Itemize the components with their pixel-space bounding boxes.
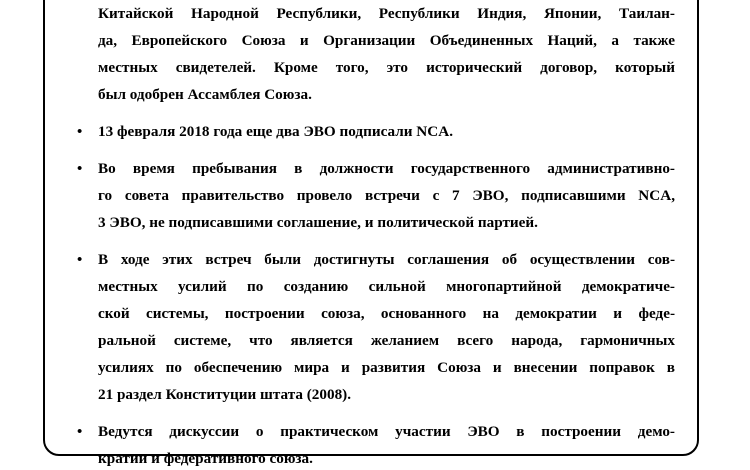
list-item: 21 раздел Конституции штата (2008).	[98, 386, 352, 403]
bullet-icon: •	[77, 252, 83, 268]
list-item: местных усилий по созданию сильной многопартийной демократиче-	[98, 278, 675, 295]
text-line: да, Европейского Союза и Организации Объединенных Наций, а также	[98, 32, 675, 49]
text-line: местных свидетелей. Кроме того, это исторический договор, который	[98, 59, 675, 76]
bullet-icon: •	[77, 424, 83, 440]
list-item: 3 ЭВО, не подписавшими соглашение, и политической партией.	[98, 214, 538, 231]
bullet-icon: •	[77, 124, 83, 140]
list-item: усилиях по обеспечению мира и развития Союза и внесении поправок в	[98, 359, 675, 376]
list-item: Ведутся дискуссии о практическом участии ЭВО в построении демо-	[98, 423, 675, 440]
text-line: был одобрен Ассамблея Союза.	[98, 86, 312, 103]
bullet-icon: •	[77, 161, 83, 177]
list-item: ской системы, построении союза, основанного на демократии и феде-	[98, 305, 675, 322]
list-item: Во время пребывания в должности государственного административно-	[98, 160, 675, 177]
list-item: 13 февраля 2018 года еще два ЭВО подписали NCA.	[98, 123, 453, 140]
list-item: В ходе этих встреч были достигнуты соглашения об осуществлении сов-	[98, 251, 675, 268]
list-item: го совета правительство провело встречи с 7 ЭВО, подписавшими NCA,	[98, 187, 675, 204]
text-line: Китайской Народной Республики, Республики Индия, Японии, Таилан-	[98, 5, 675, 22]
list-item: ральной системе, что является желанием всего народа, гармоничных	[98, 332, 675, 349]
list-item: кратии и федеративного союза.	[98, 450, 313, 467]
